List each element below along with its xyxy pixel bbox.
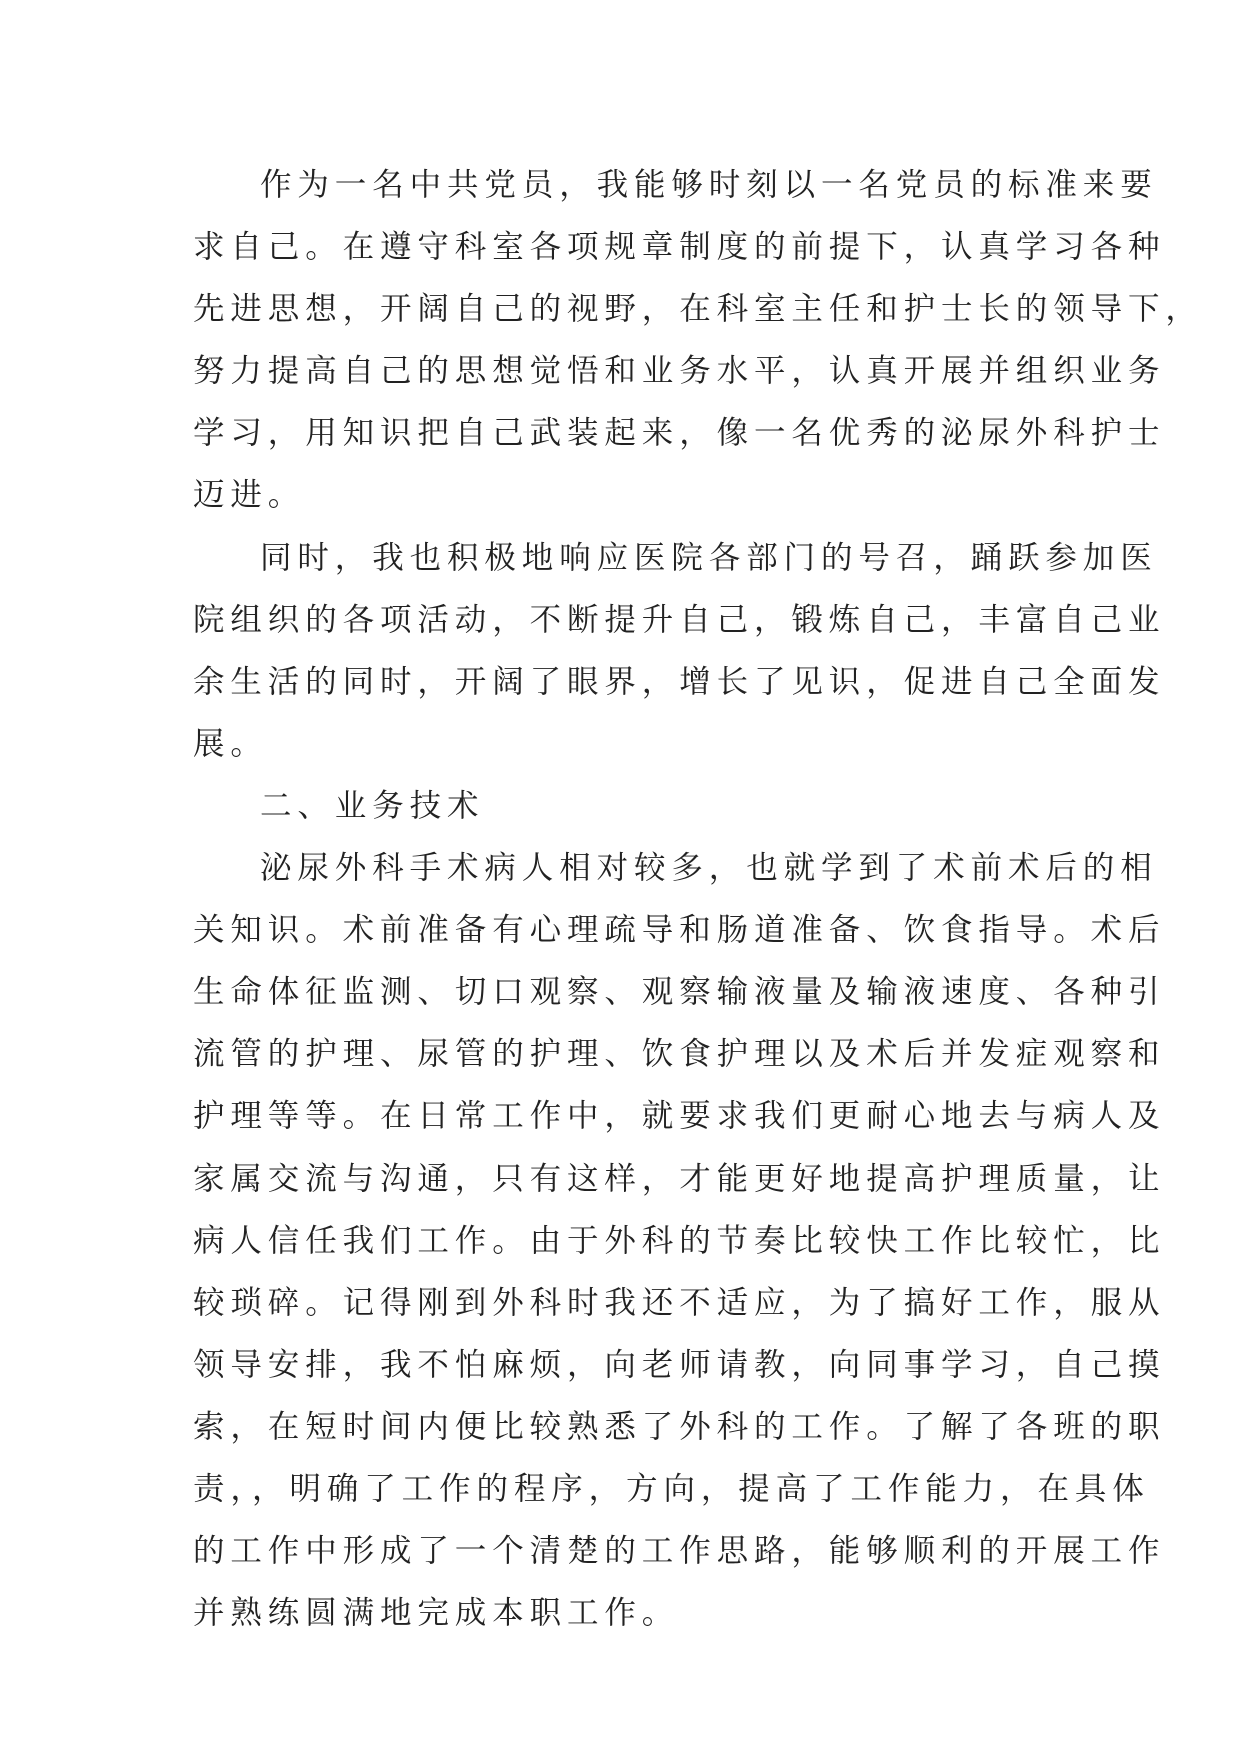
text-line: 努力提高自己的思想觉悟和业务水平，认真开展并组织业务: [193, 353, 1166, 390]
text-line: 生命体征监测、切口观察、观察输液量及输液速度、各种引: [193, 974, 1166, 1011]
text-line: 同时，我也积极地响应医院各部门的号召，踊跃参加医: [260, 539, 1158, 576]
text-line: 病人信任我们工作。由于外科的节奏比较快工作比较忙，比: [193, 1222, 1166, 1259]
text-line: 并熟练圆满地完成本职工作。: [193, 1595, 680, 1632]
text-line: 展。: [193, 725, 268, 762]
paragraph-party-member: [193, 154, 1203, 527]
text-line: 余生活的同时，开阔了眼界，增长了见识，促进自己全面发: [193, 663, 1166, 700]
heading-text: 二、业务技术: [260, 787, 485, 824]
text-line: 较琐碎。记得刚到外科时我还不适应，为了搞好工作，服从: [193, 1284, 1166, 1321]
paragraph-business-skills: [193, 837, 1166, 1644]
text-line: 学习，用知识把自己武装起来，像一名优秀的泌尿外科护士: [193, 415, 1166, 452]
text-line: 先进思想，开阔自己的视野，在科室主任和护士长的领导下，: [193, 291, 1203, 328]
text-line: 索，在短时间内便比较熟悉了外科的工作。了解了各班的职: [193, 1408, 1166, 1445]
text-line: 领导安排，我不怕麻烦，向老师请教，向同事学习，自己摸: [193, 1346, 1166, 1383]
paragraph-activities: [193, 527, 1166, 775]
document-body: [193, 154, 1203, 1644]
text-line: 责，，明确了工作的程序，方向，提高了工作能力，在具体: [193, 1470, 1150, 1507]
text-line: 流管的护理、尿管的护理、饮食护理以及术后并发症观察和: [193, 1036, 1166, 1073]
text-line: 泌尿外科手术病人相对较多，也就学到了术前术后的相: [260, 850, 1158, 887]
text-line: 迈进。: [193, 477, 306, 514]
text-line: 关知识。术前准备有心理疏导和肠道准备、饮食指导。术后: [193, 912, 1166, 949]
section-heading: [193, 775, 1053, 837]
text-line: 护理等等。在日常工作中，就要求我们更耐心地去与病人及: [193, 1098, 1166, 1135]
text-line: 的工作中形成了一个清楚的工作思路，能够顺利的开展工作: [193, 1533, 1166, 1570]
text-line: 院组织的各项活动，不断提升自己，锻炼自己，丰富自己业: [193, 601, 1166, 638]
text-line: 作为一名中共党员，我能够时刻以一名党员的标准来要: [260, 167, 1158, 203]
text-line: 求自己。在遵守科室各项规章制度的前提下，认真学习各种: [193, 229, 1166, 266]
text-line: 家属交流与沟通，只有这样，才能更好地提高护理质量，让: [193, 1160, 1166, 1197]
